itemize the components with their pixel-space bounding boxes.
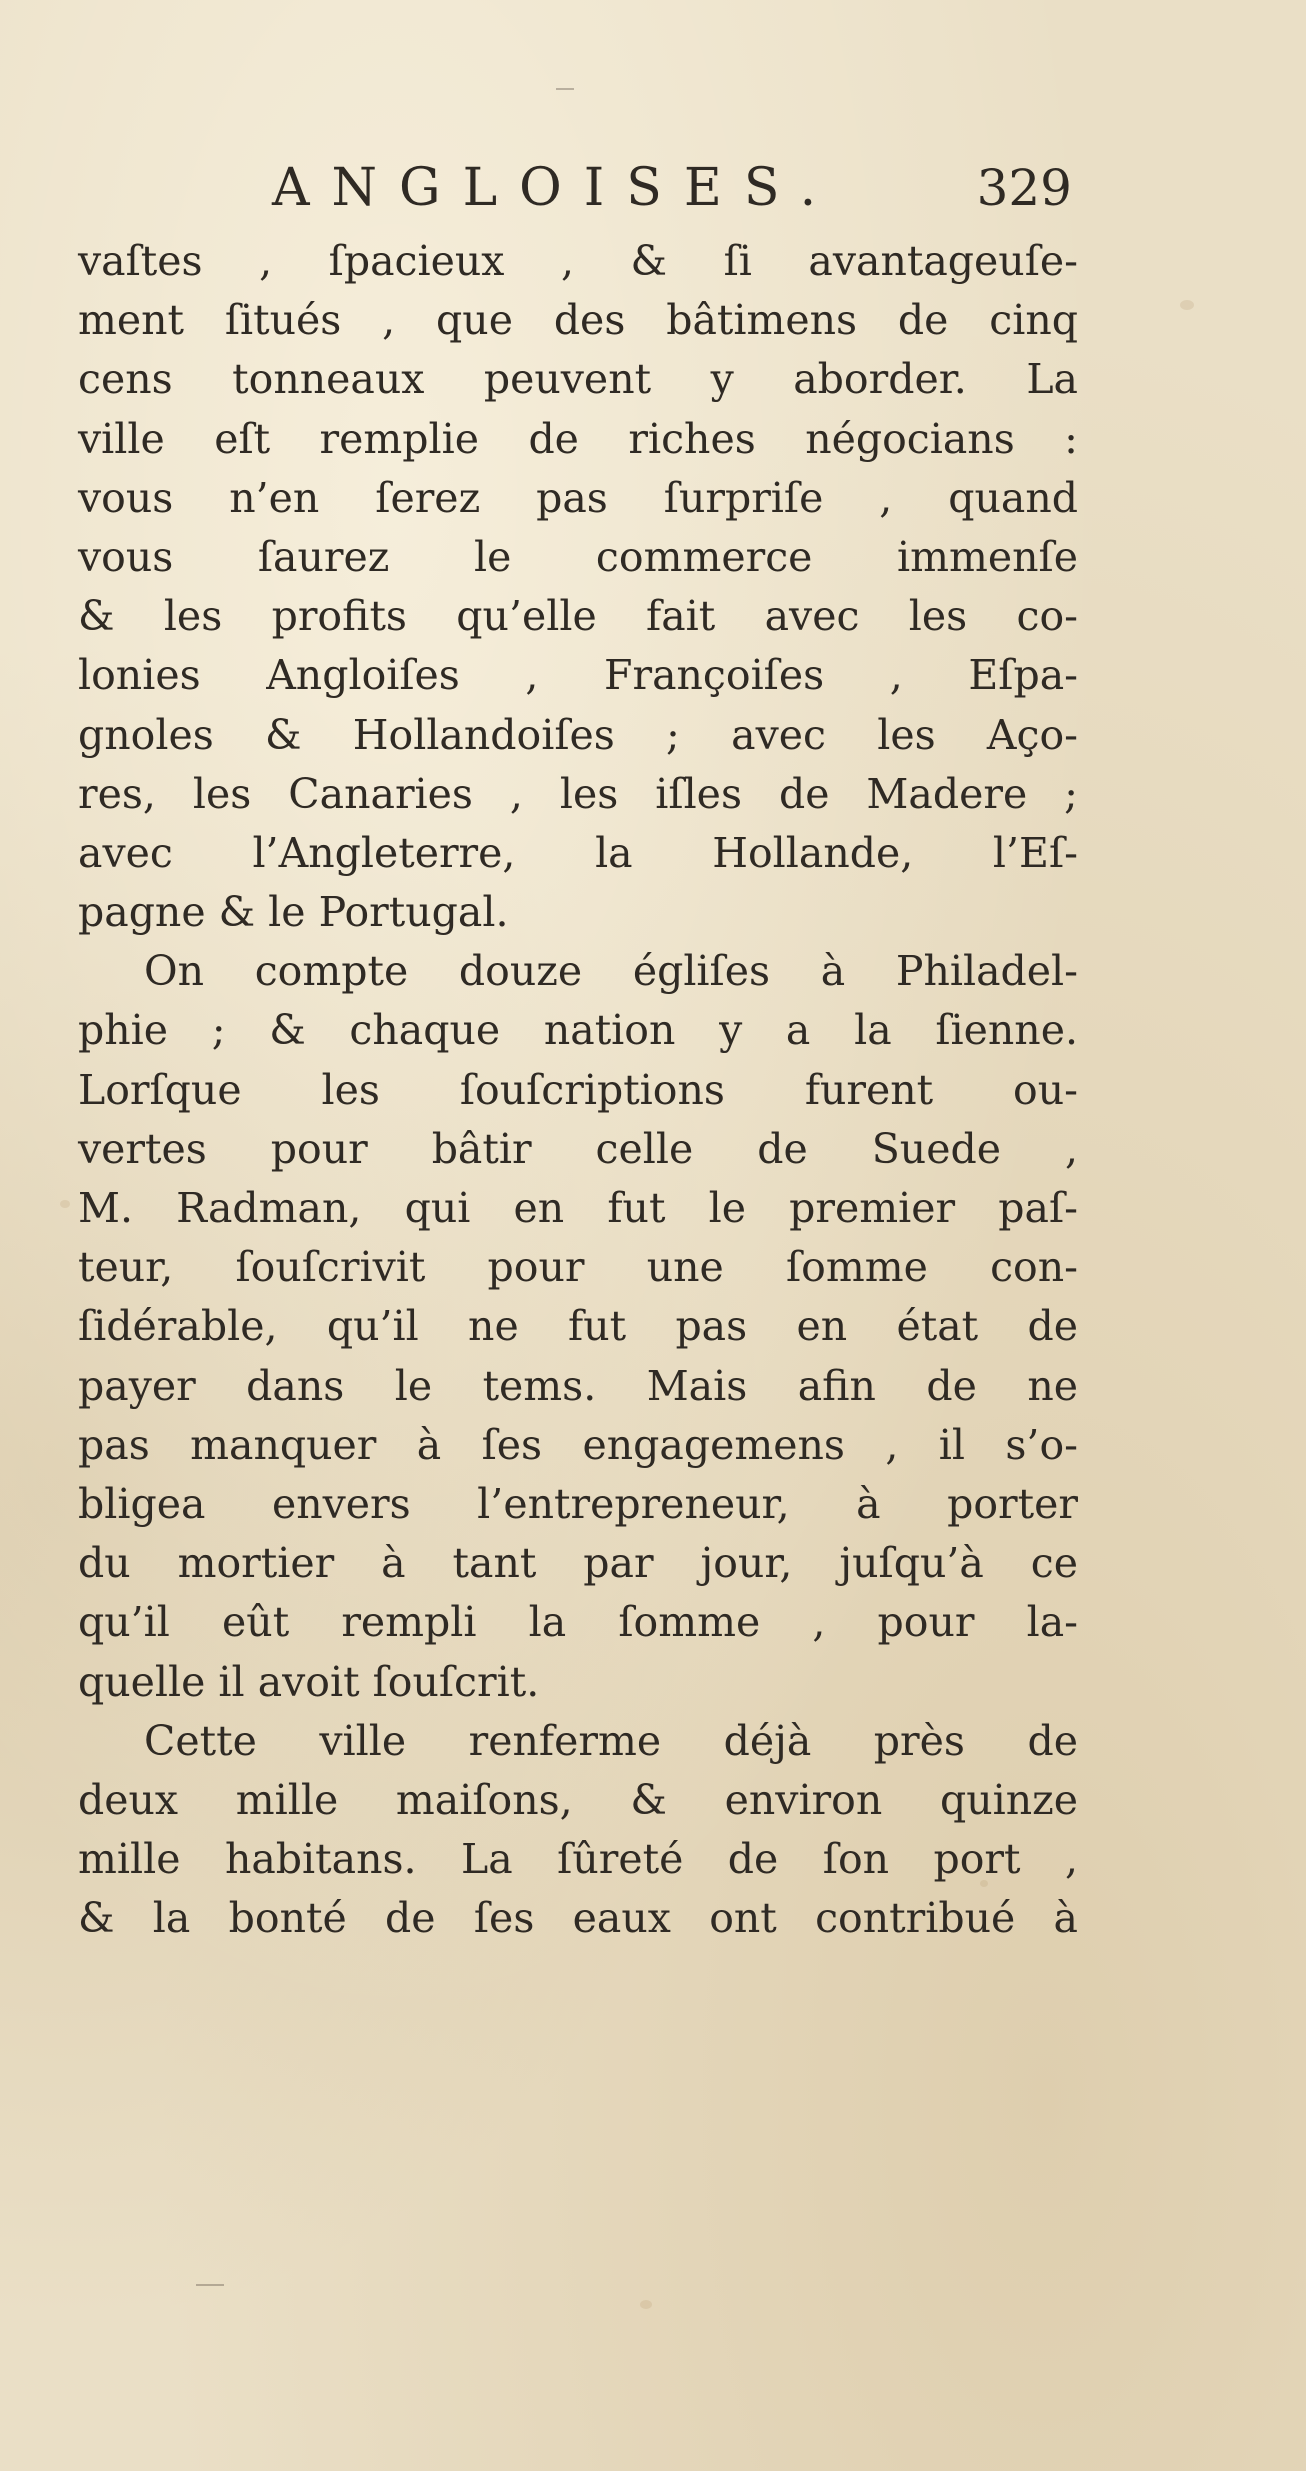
text-line: cens tonneaux peuvent y aborder. La	[78, 355, 1078, 404]
page-header	[272, 148, 1072, 228]
text-line: pas manquer à ſes engagemens , il s’o-	[78, 1420, 1078, 1469]
page-number: 329	[976, 159, 1072, 217]
running-head: ANGLOISES.	[272, 158, 839, 218]
text-line: phie ; & chaque nation y a la ſienne.	[78, 1006, 1078, 1055]
text-line: & les profits qu’elle fait avec les co-	[78, 592, 1078, 641]
text-line: payer dans le tems. Mais afin de ne	[78, 1361, 1078, 1410]
foxing-spot	[640, 2300, 652, 2309]
text-line: quelle il avoit ſouſcrit.	[78, 1657, 540, 1706]
foxing-spot	[1180, 300, 1194, 310]
text-line: pagne & le Portugal.	[78, 888, 509, 937]
text-line: Cette ville renferme déjà près de	[144, 1716, 1078, 1765]
text-line: ment ſitués , que des bâtimens de cinq	[78, 296, 1078, 345]
text-line: avec l’Angleterre, la Hollande, l’Eſ-	[78, 828, 1078, 877]
text-line: Lorſque les ſouſcriptions furent ou-	[78, 1065, 1078, 1114]
text-line: vous n’en ſerez pas ſurpriſe , quand	[78, 473, 1078, 522]
text-line: & la bonté de ſes eaux ont contribué à	[78, 1894, 1078, 1943]
text-line: mille habitans. La ſûreté de ſon port ,	[78, 1835, 1078, 1884]
text-line: ville eſt remplie de riches négocians :	[78, 414, 1078, 463]
text-line: qu’il eût rempli la ſomme , pour la-	[78, 1598, 1078, 1647]
body-text	[78, 232, 1078, 1948]
text-line: du mortier à tant par jour, juſqu’à ce	[78, 1539, 1078, 1588]
text-line: gnoles & Hollandoiſes ; avec les Aço-	[78, 710, 1078, 759]
text-line: vaſtes , ſpacieux , & ſi avantageuſe-	[78, 237, 1078, 285]
text-line: lonies Angloiſes , Françoiſes , Eſpa-	[78, 651, 1078, 700]
text-line: M. Radman, qui en fut le premier paſ-	[78, 1184, 1078, 1232]
text-line: bligea envers l’entrepreneur, à porter	[78, 1479, 1078, 1528]
foxing-spot	[60, 1200, 70, 1208]
text-line: res, les Canaries , les iſles de Madere ;	[78, 769, 1078, 818]
text-line: teur, ſouſcrivit pour une ſomme con-	[78, 1243, 1078, 1292]
text-line: vous ſaurez le commerce immenſe	[78, 532, 1078, 581]
text-line: vertes pour bâtir celle de Suede ,	[78, 1124, 1078, 1173]
paper-mark	[556, 88, 574, 90]
paper-mark	[196, 2284, 224, 2286]
text-line: On compte douze égliſes à Philadel-	[144, 947, 1078, 996]
text-line: deux mille maiſons, & environ quinze	[78, 1775, 1078, 1824]
text-line: ſidérable, qu’il ne fut pas en état de	[78, 1302, 1078, 1351]
